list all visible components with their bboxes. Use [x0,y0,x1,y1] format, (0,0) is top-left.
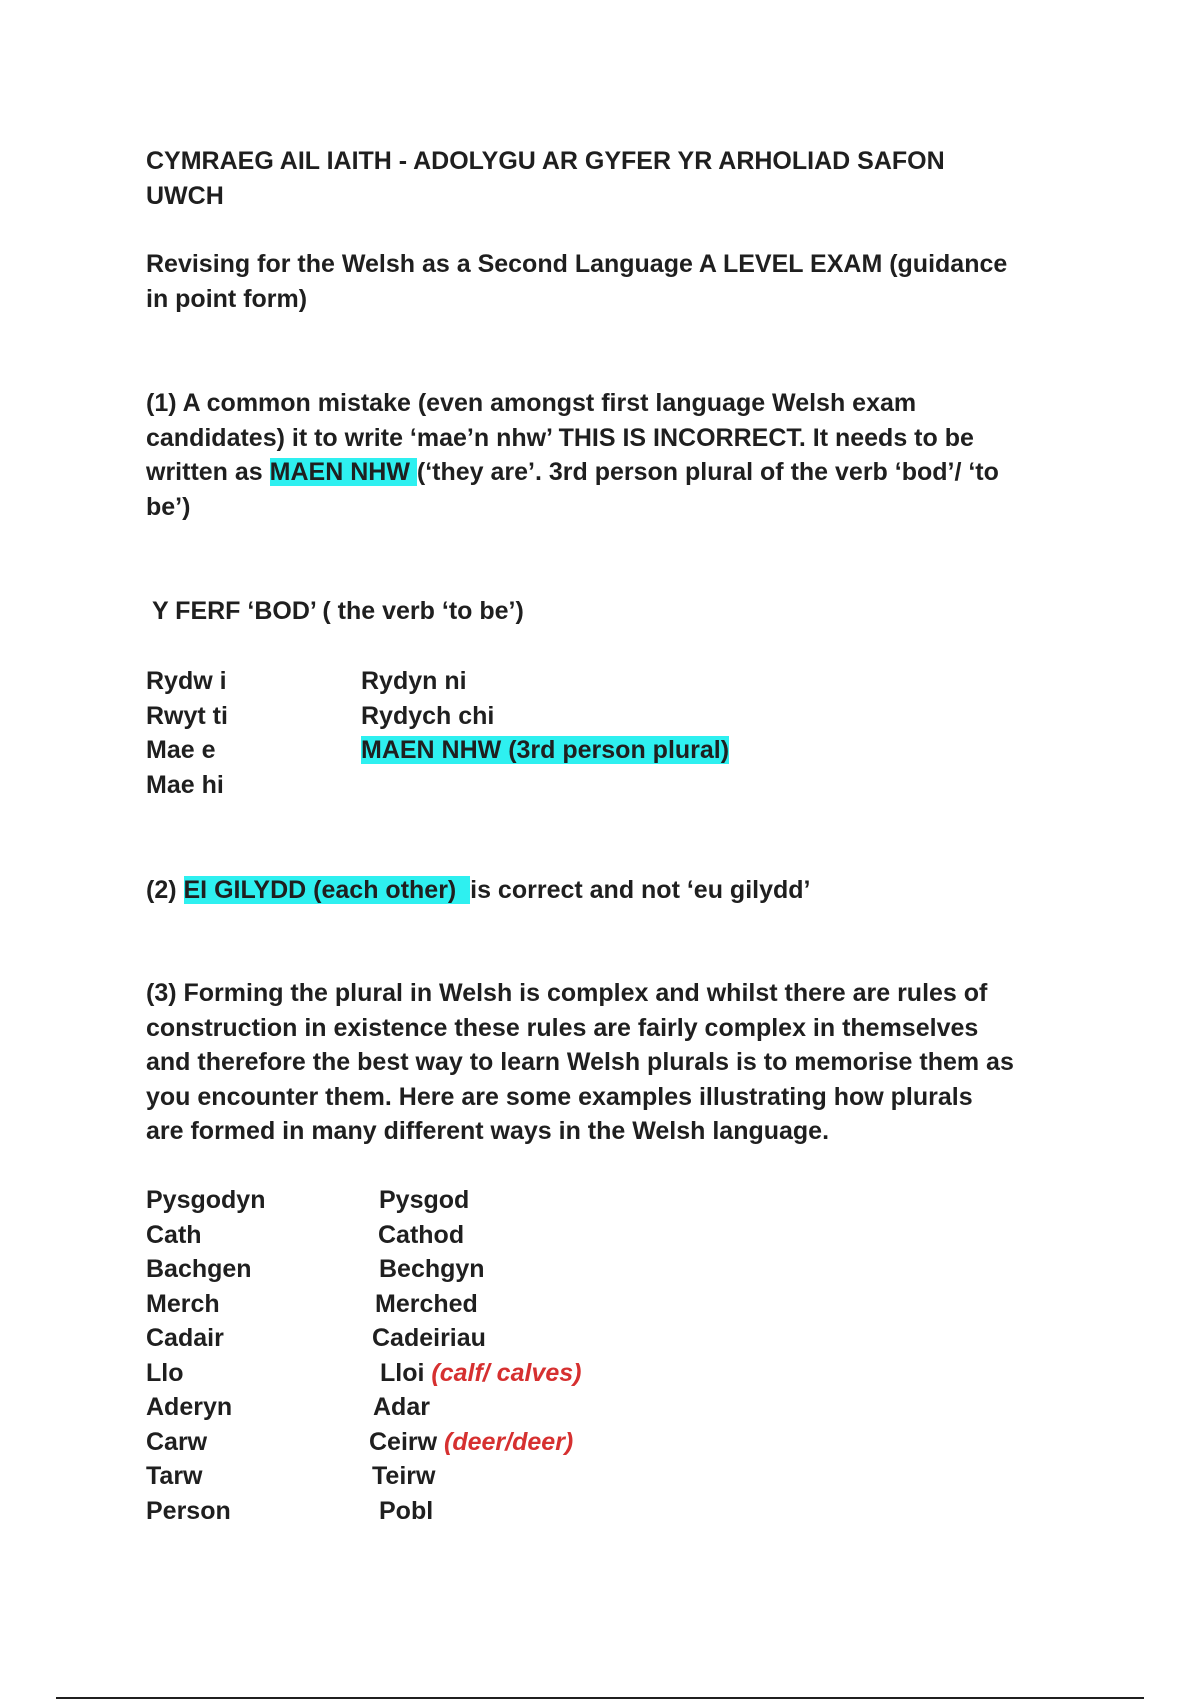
singular-word: Cadair [146,1324,224,1352]
singular-word: Pysgodyn [146,1186,266,1214]
verb-form: Mae hi [146,770,224,799]
point-3-line-1: (3) Forming the plural in Welsh is complex and whilst there are rules of [146,979,988,1007]
verb-form: Rwyt ti [146,701,228,730]
subtitle-line-1: Revising for the Welsh as a Second Language A LEVEL EXAM (guidance [146,250,1008,278]
title-line-1: CYMRAEG AIL IAITH - ADOLYGU AR GYFER YR ARHOLIAD SAFON [146,147,945,175]
singular-word: Bachgen [146,1255,252,1283]
translation-note: (deer/deer) [444,1427,574,1456]
plural-word: Cadeiriau [372,1324,486,1352]
singular-word: Aderyn [146,1393,233,1421]
plural-word: Pysgod [379,1186,470,1214]
plural-word: Pobl [379,1496,434,1525]
verb-bod-heading: Y FERF ‘BOD’ ( the verb ‘to be’) [152,597,524,625]
verb-table-plural-column [361,664,729,768]
point-1-line-3-suffix: (‘they are’. 3rd person plural of the verb ‘bod’/ ‘to [416,458,999,486]
title-line-2: UWCH [146,181,224,210]
point-1-line-1: (1) A common mistake (even amongst first language Welsh exam [146,389,917,417]
verb-form: Rydych chi [361,701,495,730]
plural-word: Merched [375,1289,478,1318]
translation-note: (calf/ calves) [431,1358,582,1387]
plural-word-with-note [380,1356,581,1391]
plural-word: Cathod [378,1220,465,1249]
point-3-line-4: you encounter them. Here are some examples illustrating how plurals [146,1082,973,1111]
verb-form-highlighted [361,733,729,768]
plural-word: Teirw [372,1462,436,1490]
point-3-line-5: are formed in many different ways in the Welsh language. [146,1117,830,1145]
maen-nhw-highlight: MAEN NHW [269,458,417,486]
plurals-singular-column [146,1183,265,1528]
plural-word: Ceirw [369,1427,445,1456]
plural-word-with-note [369,1425,573,1460]
point-2-prefix: (2) [146,876,184,904]
point-1-line-3 [146,455,999,490]
plural-word: Lloi [380,1358,432,1387]
point-1-paragraph [146,386,999,524]
point-2-suffix: is correct and not ‘eu gilydd’ [470,876,811,904]
singular-word: Tarw [146,1462,203,1490]
document-title [146,144,945,213]
point-1-line-3-prefix: written as [146,458,270,486]
singular-word: Carw [146,1427,208,1456]
point-3-line-3: and therefore the best way to learn Welsh plurals is to memorise them as [146,1048,1014,1076]
verb-table-singular-column [146,664,228,802]
plural-word: Bechgyn [379,1255,485,1283]
point-1-line-4: be’) [146,492,191,521]
subtitle-line-2: in point form) [146,284,308,313]
singular-word: Llo [146,1358,184,1387]
point-3-line-2: construction in existence these rules are fairly complex in themselves [146,1013,979,1042]
maen-nhw-plural-highlight: MAEN NHW (3rd person plural) [361,736,730,764]
singular-word: Person [146,1496,231,1525]
plural-word: Adar [373,1393,430,1421]
document-subtitle [146,247,1007,316]
point-1-line-2: candidates) it to write ‘mae’n nhw’ THIS IS INCORRECT. It needs to be [146,423,974,452]
point-3-paragraph [146,976,1014,1149]
verb-form: Mae e [146,736,216,764]
verb-form: Rydw i [146,667,227,695]
ei-gilydd-highlight: EI GILYDD (each other) [183,876,471,904]
singular-word: Merch [146,1289,220,1318]
verb-form: Rydyn ni [361,667,467,695]
singular-word: Cath [146,1220,202,1249]
point-2-paragraph [146,873,810,908]
page-bottom-rule [56,1697,1144,1699]
